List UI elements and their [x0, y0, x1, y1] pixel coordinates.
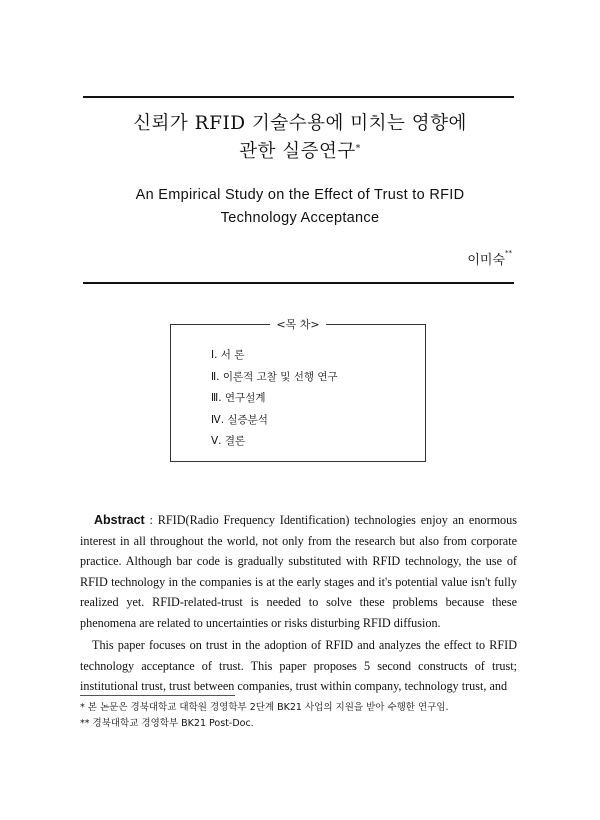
abstract-paragraph-1: [80, 510, 517, 633]
toc-list: [211, 345, 338, 453]
top-rule: [83, 96, 514, 98]
english-title-line2: Technology Acceptance: [220, 210, 380, 226]
author: [467, 249, 512, 268]
korean-title-line1: 신뢰가 RFID 기술수용에 미치는 영향에: [133, 113, 467, 134]
abstract-paragraph-2: This paper focuses on trust in the adoption of RFID and analyzes the effect to RFID technology acceptance of trust. This paper proposes 5 second constructs of trust; institutional trust, trust between companies, trust within company, technology trust, and: [80, 638, 517, 693]
footnotes: [80, 700, 520, 732]
toc-heading: [171, 316, 425, 332]
abstract-label: Abstract: [94, 513, 145, 527]
korean-title-line2-text: 관한 실증연구: [239, 141, 356, 162]
abstract-paragraph-1-text: RFID(Radio Frequency Identification) technologies enjoy an enormous interest in all throughout the world, not only from the research but also from corporate practice. Although bar code is gradually substituted with RFID technology, the use of RFID technology in the companies is at the early stages and it's potential value isn't fully realized yet. RFID-related-trust is needed to solve these problems because these phenomena are related to uncertainties or risks disturbing RFID diffusion.: [80, 513, 517, 630]
abstract-separator: :: [144, 513, 158, 527]
toc-item-3: Ⅲ. 연구설계: [211, 392, 266, 404]
toc-item-1: Ⅰ. 서 론: [211, 349, 245, 361]
author-name: 이미숙: [467, 253, 505, 268]
footnote-rule: [80, 695, 235, 696]
abstract: [80, 510, 517, 697]
toc-item-4: Ⅳ. 실증분석: [211, 413, 268, 426]
english-title-line1: An Empirical Study on the Effect of Trust to RFID: [135, 187, 465, 203]
toc-heading-text: <목 차>: [270, 318, 325, 331]
korean-title-line2: [0, 138, 600, 166]
footnote-1: * 본 논문은 경북대학교 대학원 경영학부 2단계 BK21 사업의 지원을 받아 수행한 연구임.: [80, 702, 449, 713]
toc-item-5: Ⅴ. 결론: [211, 435, 246, 447]
korean-title: [0, 110, 600, 166]
table-of-contents: [170, 318, 426, 462]
author-footnote-mark: **: [505, 249, 512, 257]
toc-item-2: Ⅱ. 이론적 고찰 및 선행 연구: [211, 370, 338, 383]
title-footnote-mark: *: [355, 144, 361, 154]
english-title: [0, 184, 600, 230]
footnote-2: ** 경북대학교 경영학부 BK21 Post-Doc.: [80, 718, 254, 729]
bottom-rule: [83, 282, 514, 284]
